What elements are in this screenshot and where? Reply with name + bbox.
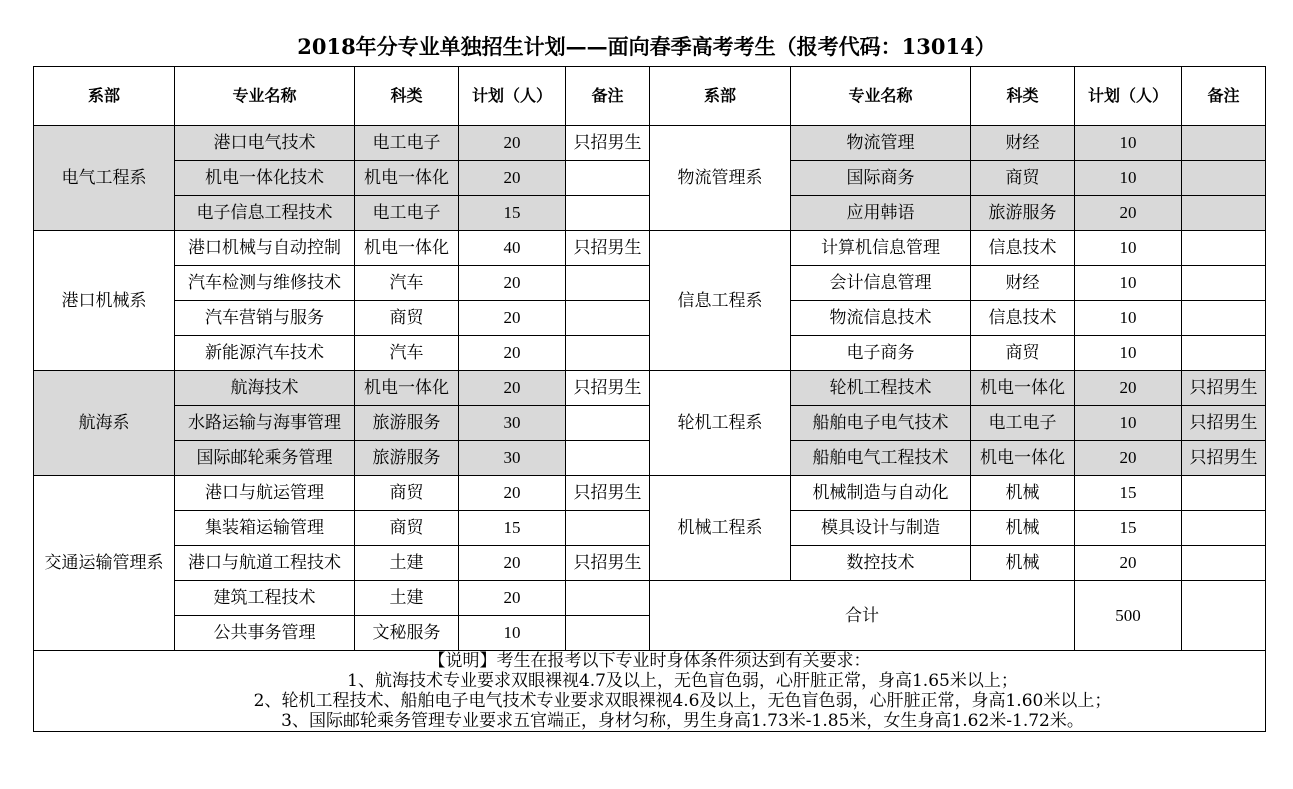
major-cell: 船舶电气工程技术 bbox=[791, 441, 971, 476]
major-cell: 港口与航运管理 bbox=[175, 476, 355, 511]
plan-cell: 10 bbox=[1075, 301, 1182, 336]
dept-cell: 电气工程系 bbox=[34, 126, 175, 231]
plan-cell: 10 bbox=[1075, 266, 1182, 301]
note-cell: 只招男生 bbox=[566, 371, 650, 406]
category-cell: 商贸 bbox=[355, 511, 459, 546]
plan-cell: 20 bbox=[1075, 196, 1182, 231]
category-cell: 财经 bbox=[971, 126, 1075, 161]
notes-item-3: 3、国际邮轮乘务管理专业要求五官端正，身材匀称，男生身高1.73米-1.85米，女生身高1.62米-1.72米。 bbox=[281, 711, 1084, 731]
total-note-cell bbox=[1182, 581, 1266, 651]
major-cell: 集装箱运输管理 bbox=[175, 511, 355, 546]
category-cell: 土建 bbox=[355, 581, 459, 616]
plan-cell: 15 bbox=[1075, 511, 1182, 546]
major-cell: 电子信息工程技术 bbox=[175, 196, 355, 231]
major-cell: 国际商务 bbox=[791, 161, 971, 196]
plan-cell: 10 bbox=[1075, 126, 1182, 161]
major-cell: 公共事务管理 bbox=[175, 616, 355, 651]
major-cell: 轮机工程技术 bbox=[791, 371, 971, 406]
note-cell: 只招男生 bbox=[1182, 441, 1266, 476]
major-cell: 汽车营销与服务 bbox=[175, 301, 355, 336]
note-cell bbox=[566, 266, 650, 301]
plan-cell: 10 bbox=[1075, 231, 1182, 266]
major-cell: 会计信息管理 bbox=[791, 266, 971, 301]
note-cell bbox=[1182, 511, 1266, 546]
dept-cell: 航海系 bbox=[34, 371, 175, 476]
note-cell bbox=[566, 196, 650, 231]
header-dept-left: 系部 bbox=[34, 67, 175, 126]
plan-cell: 40 bbox=[459, 231, 566, 266]
note-cell bbox=[566, 301, 650, 336]
note-cell bbox=[1182, 546, 1266, 581]
page-title: 2018年分专业单独招生计划——面向春季高考考生（报考代码：13014） bbox=[297, 34, 996, 59]
category-cell: 土建 bbox=[355, 546, 459, 581]
header-major-left: 专业名称 bbox=[175, 67, 355, 126]
plan-cell: 15 bbox=[459, 196, 566, 231]
dept-cell: 信息工程系 bbox=[650, 231, 791, 371]
category-cell: 文秘服务 bbox=[355, 616, 459, 651]
category-cell: 商贸 bbox=[971, 336, 1075, 371]
note-cell bbox=[566, 511, 650, 546]
note-cell: 只招男生 bbox=[1182, 371, 1266, 406]
note-cell bbox=[1182, 231, 1266, 266]
major-cell: 港口机械与自动控制 bbox=[175, 231, 355, 266]
plan-cell: 20 bbox=[459, 546, 566, 581]
plan-cell: 30 bbox=[459, 441, 566, 476]
category-cell: 机电一体化 bbox=[355, 161, 459, 196]
table-row bbox=[34, 231, 1266, 266]
major-cell: 机电一体化技术 bbox=[175, 161, 355, 196]
plan-cell: 20 bbox=[459, 161, 566, 196]
total-label: 合计 bbox=[650, 581, 1075, 651]
major-cell: 电子商务 bbox=[791, 336, 971, 371]
table-row bbox=[34, 476, 1266, 511]
note-cell bbox=[566, 616, 650, 651]
note-cell: 只招男生 bbox=[566, 546, 650, 581]
note-cell: 只招男生 bbox=[566, 231, 650, 266]
dept-cell: 机械工程系 bbox=[650, 476, 791, 581]
header-category-left: 科类 bbox=[355, 67, 459, 126]
category-cell: 汽车 bbox=[355, 336, 459, 371]
notes-item-1: 1、航海技术专业要求双眼裸视4.7及以上，无色盲色弱，心肝脏正常，身高1.65米以上； bbox=[347, 671, 1018, 691]
category-cell: 电工电子 bbox=[355, 196, 459, 231]
category-cell: 机电一体化 bbox=[355, 231, 459, 266]
major-cell: 计算机信息管理 bbox=[791, 231, 971, 266]
header-note-left: 备注 bbox=[566, 67, 650, 126]
note-cell bbox=[1182, 196, 1266, 231]
note-cell bbox=[1182, 476, 1266, 511]
category-cell: 旅游服务 bbox=[355, 406, 459, 441]
table-row bbox=[34, 371, 1266, 406]
plan-cell: 10 bbox=[459, 616, 566, 651]
plan-cell: 20 bbox=[1075, 441, 1182, 476]
table-row bbox=[34, 126, 1266, 161]
plan-cell: 20 bbox=[459, 126, 566, 161]
note-cell bbox=[1182, 161, 1266, 196]
category-cell: 机械 bbox=[971, 546, 1075, 581]
category-cell: 机电一体化 bbox=[971, 371, 1075, 406]
note-cell bbox=[1182, 266, 1266, 301]
total-value: 500 bbox=[1075, 581, 1182, 651]
category-cell: 信息技术 bbox=[971, 231, 1075, 266]
plan-cell: 20 bbox=[459, 476, 566, 511]
major-cell: 国际邮轮乘务管理 bbox=[175, 441, 355, 476]
dept-cell: 物流管理系 bbox=[650, 126, 791, 231]
plan-cell: 15 bbox=[1075, 476, 1182, 511]
major-cell: 应用韩语 bbox=[791, 196, 971, 231]
major-cell: 机械制造与自动化 bbox=[791, 476, 971, 511]
category-cell: 机械 bbox=[971, 476, 1075, 511]
notes-intro: 【说明】考生在报考以下专业时身体条件须达到有关要求： bbox=[428, 651, 871, 671]
note-cell: 只招男生 bbox=[1182, 406, 1266, 441]
major-cell: 模具设计与制造 bbox=[791, 511, 971, 546]
dept-cell: 交通运输管理系 bbox=[34, 476, 175, 651]
plan-cell: 10 bbox=[1075, 336, 1182, 371]
note-cell bbox=[566, 581, 650, 616]
category-cell: 商贸 bbox=[355, 476, 459, 511]
header-major-right: 专业名称 bbox=[791, 67, 971, 126]
header-dept-right: 系部 bbox=[650, 67, 791, 126]
note-cell bbox=[566, 336, 650, 371]
major-cell: 新能源汽车技术 bbox=[175, 336, 355, 371]
major-cell: 汽车检测与维修技术 bbox=[175, 266, 355, 301]
category-cell: 旅游服务 bbox=[971, 196, 1075, 231]
plan-cell: 20 bbox=[459, 301, 566, 336]
note-cell: 只招男生 bbox=[566, 126, 650, 161]
plan-cell: 30 bbox=[459, 406, 566, 441]
header-row bbox=[34, 67, 1266, 126]
plan-cell: 20 bbox=[459, 581, 566, 616]
notes-item-2: 2、轮机工程技术、船舶电子电气技术专业要求双眼裸视4.6及以上，无色盲色弱，心肝脏正常，身高1.60米以上； bbox=[253, 691, 1112, 711]
plan-cell: 20 bbox=[1075, 371, 1182, 406]
note-cell bbox=[566, 441, 650, 476]
header-note-right: 备注 bbox=[1182, 67, 1266, 126]
plan-cell: 10 bbox=[1075, 406, 1182, 441]
category-cell: 机电一体化 bbox=[971, 441, 1075, 476]
category-cell: 电工电子 bbox=[971, 406, 1075, 441]
dept-cell: 港口机械系 bbox=[34, 231, 175, 371]
major-cell: 物流管理 bbox=[791, 126, 971, 161]
major-cell: 航海技术 bbox=[175, 371, 355, 406]
category-cell: 旅游服务 bbox=[355, 441, 459, 476]
category-cell: 商贸 bbox=[355, 301, 459, 336]
category-cell: 机械 bbox=[971, 511, 1075, 546]
note-cell bbox=[566, 406, 650, 441]
note-cell bbox=[1182, 301, 1266, 336]
note-cell bbox=[1182, 336, 1266, 371]
table-row bbox=[34, 581, 1266, 616]
major-cell: 物流信息技术 bbox=[791, 301, 971, 336]
plan-cell: 10 bbox=[1075, 161, 1182, 196]
plan-cell: 20 bbox=[459, 336, 566, 371]
major-cell: 港口与航道工程技术 bbox=[175, 546, 355, 581]
category-cell: 汽车 bbox=[355, 266, 459, 301]
notes-row bbox=[34, 651, 1266, 732]
category-cell: 机电一体化 bbox=[355, 371, 459, 406]
notes-cell bbox=[34, 651, 1266, 732]
plan-cell: 20 bbox=[459, 266, 566, 301]
major-cell: 数控技术 bbox=[791, 546, 971, 581]
category-cell: 商贸 bbox=[971, 161, 1075, 196]
category-cell: 电工电子 bbox=[355, 126, 459, 161]
header-plan-right: 计划（人） bbox=[1075, 67, 1182, 126]
plan-cell: 15 bbox=[459, 511, 566, 546]
plan-cell: 20 bbox=[459, 371, 566, 406]
major-cell: 建筑工程技术 bbox=[175, 581, 355, 616]
plan-cell: 20 bbox=[1075, 546, 1182, 581]
category-cell: 信息技术 bbox=[971, 301, 1075, 336]
enrollment-plan-table bbox=[33, 66, 1266, 732]
header-category-right: 科类 bbox=[971, 67, 1075, 126]
dept-cell: 轮机工程系 bbox=[650, 371, 791, 476]
note-cell: 只招男生 bbox=[566, 476, 650, 511]
header-plan-left: 计划（人） bbox=[459, 67, 566, 126]
major-cell: 港口电气技术 bbox=[175, 126, 355, 161]
major-cell: 水路运输与海事管理 bbox=[175, 406, 355, 441]
note-cell bbox=[1182, 126, 1266, 161]
major-cell: 船舶电子电气技术 bbox=[791, 406, 971, 441]
note-cell bbox=[566, 161, 650, 196]
category-cell: 财经 bbox=[971, 266, 1075, 301]
